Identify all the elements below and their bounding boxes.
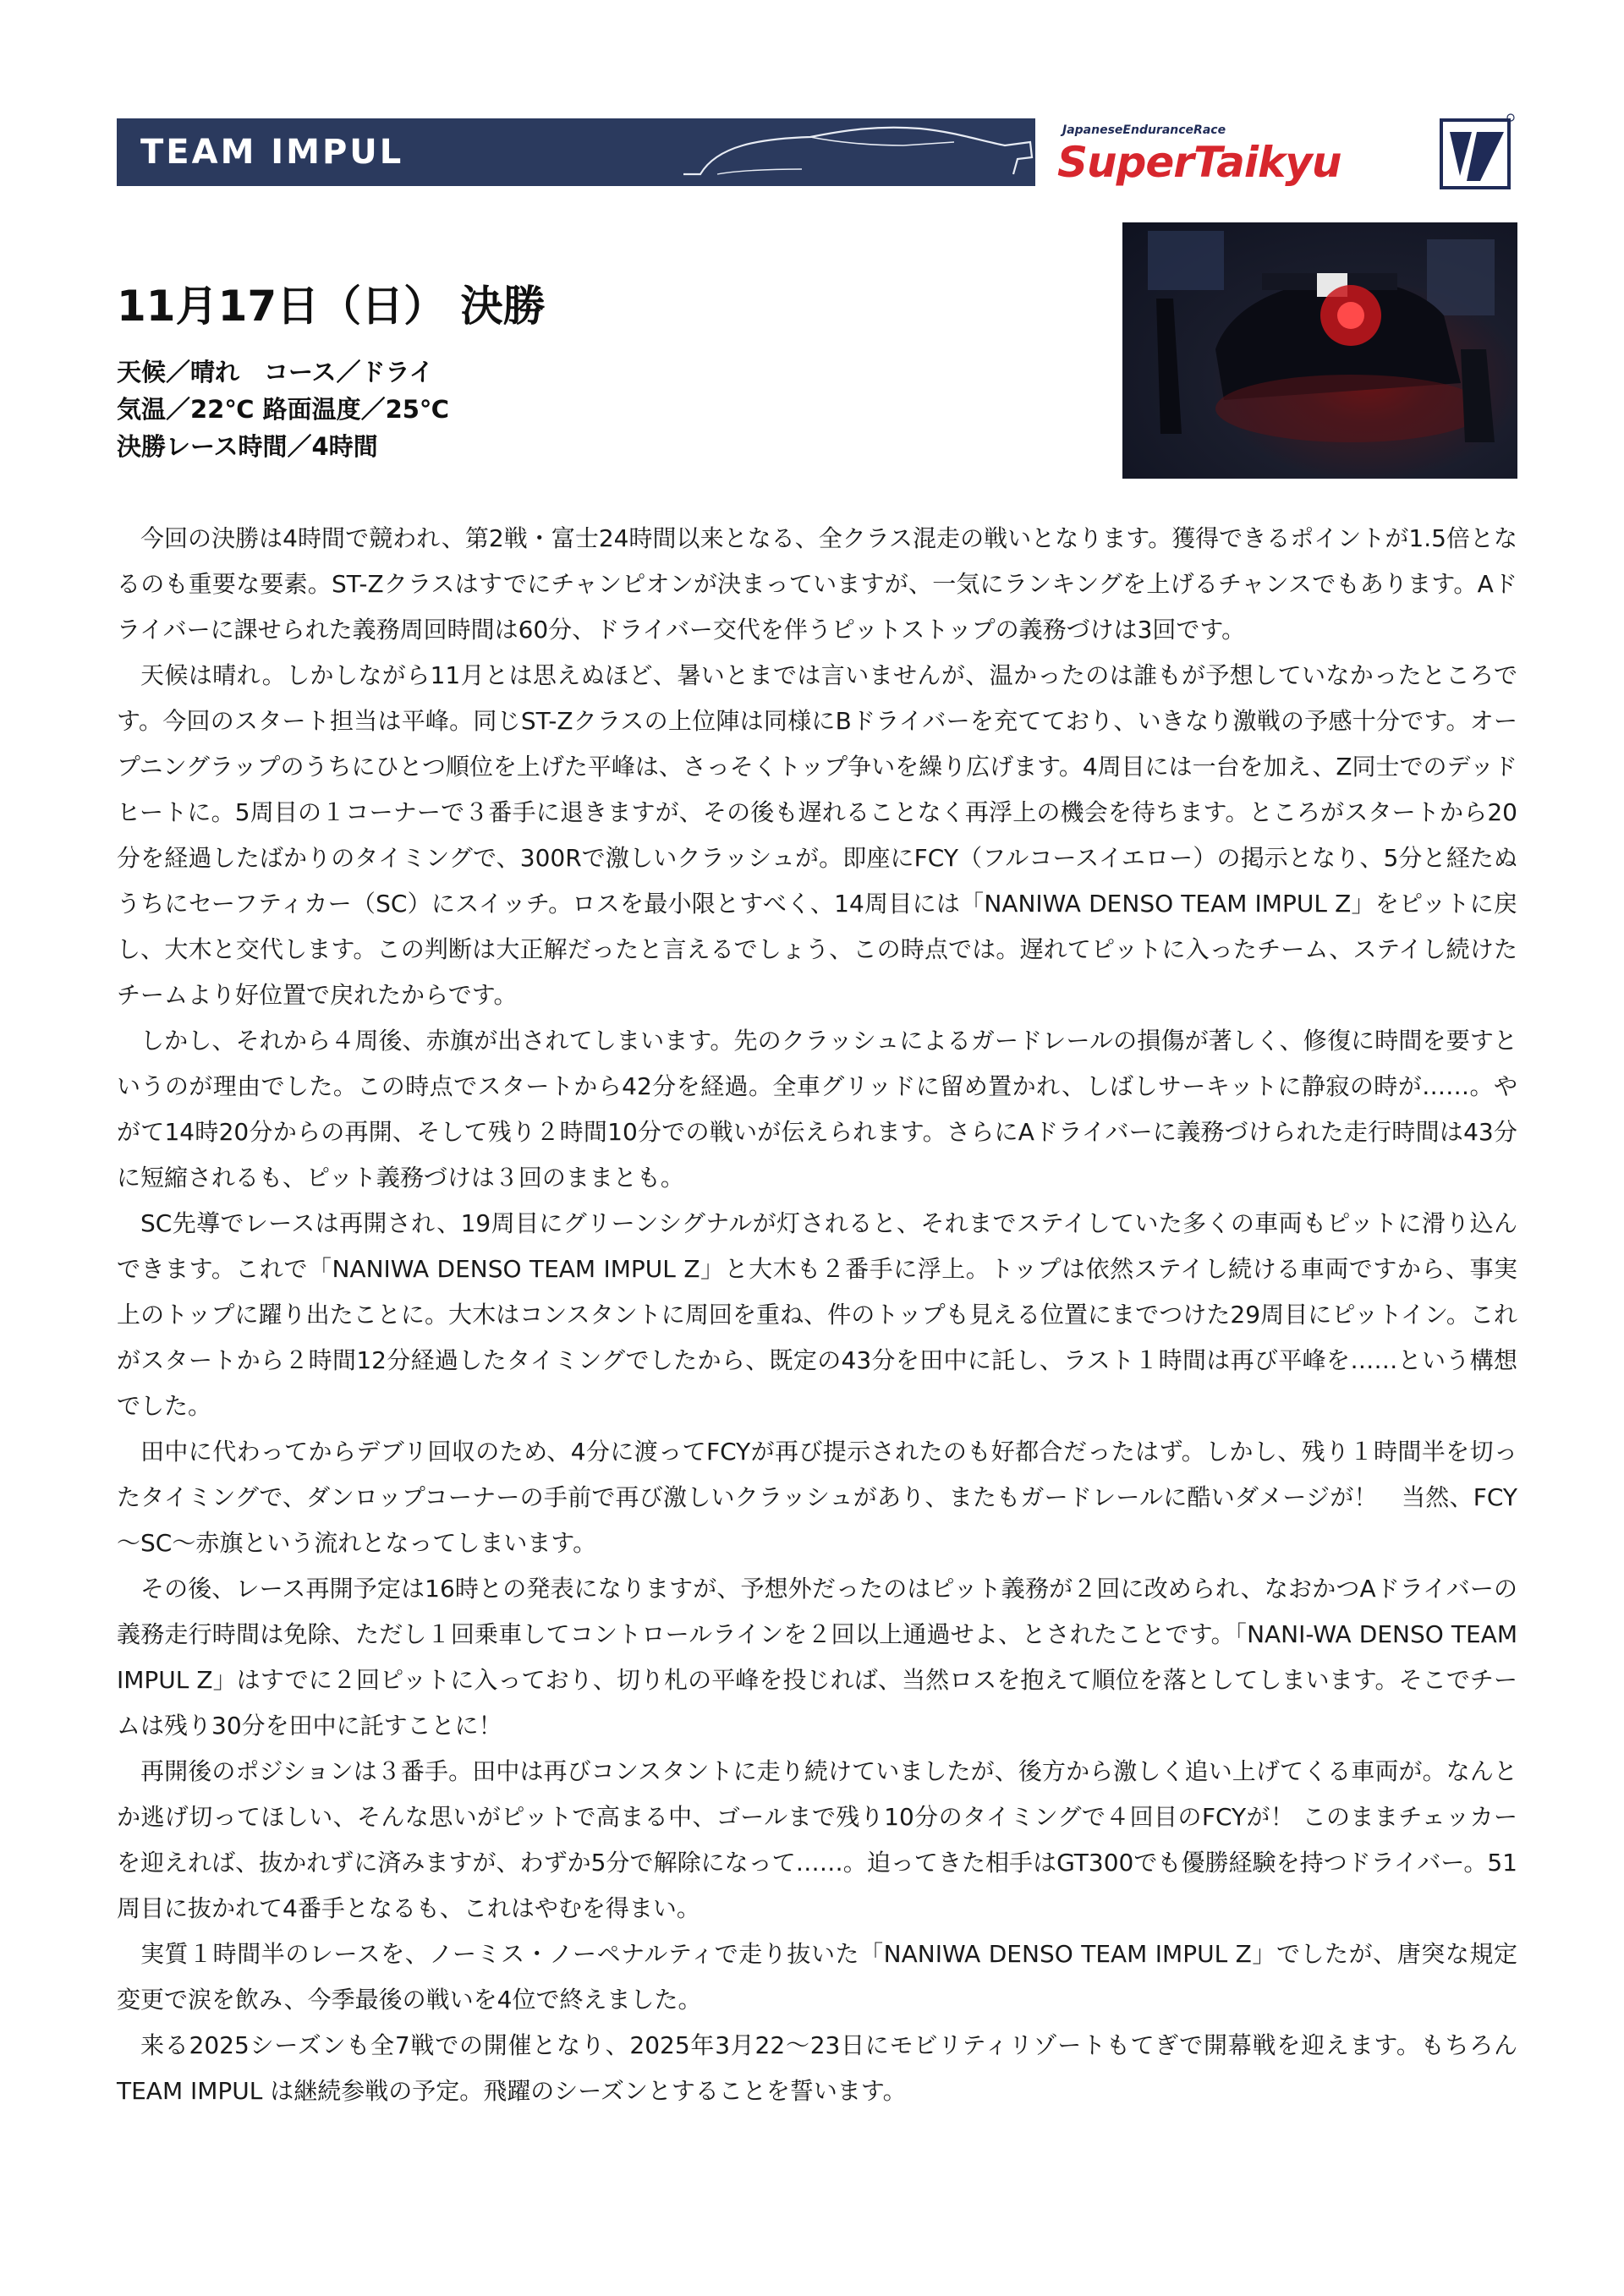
article-body bbox=[117, 516, 1517, 2114]
paragraph: 天候は晴れ。しかしながら11月とは思えぬほど、暑いとまでは言いませんが、温かったのは誰もが予想していなかったところです。今回のスタート担当は平峰。同じST-Zクラスの上位陣は同様にBドライバーを充てており、いきなり激戦の予感十分です。オープニングラップのうちにひとつ順位を上げた平峰は、さっそくトップ争いを繰り広げます。4周目には一台を加え、Z同士でのデッドヒートに。5周目の１コーナーで３番手に退きますが、その後も遅れることなく再浮上の機会を待ちます。ところがスタートから20分を経過したばかりのタイミングで、300Rで激しいクラッシュが。即座にFCY（フルコースイエロー）の掲示となり、5分と経たぬうちにセーフティカー（SC）にスイッチ。ロスを最小限とすべく、14周目には「NANIWA DENSO TEAM IMPUL Z」をピットに戻し、大木と交代します。この判断は大正解だったと言えるでしょう、この時点では。遅れてピットに入ったチーム、ステイし続けたチームより好位置で戻れたからです。 bbox=[117, 661, 1517, 1009]
logo-mark-icon bbox=[1438, 113, 1516, 191]
race-car-photo-illustration bbox=[1122, 222, 1517, 479]
paragraph: 来る2025シーズンも全7戦での開催となり、2025年3月22～23日にモビリティリゾートもてぎで開幕戦を迎えます。もちろんTEAM IMPUL は継続参戦の予定。飛躍のシーズンとすることを誓います。 bbox=[117, 2031, 1517, 2105]
temperature-line: 気温／22℃ 路面温度／25℃ bbox=[117, 395, 450, 424]
header-bar bbox=[117, 118, 1035, 186]
race-car-photo bbox=[1122, 222, 1517, 479]
logo-subtitle: JapaneseEnduranceRace bbox=[1062, 123, 1226, 137]
team-title: TEAM IMPUL bbox=[140, 133, 404, 172]
page-title: 11月17日（日） 決勝 bbox=[117, 282, 546, 331]
paragraph: しかし、それから４周後、赤旗が出されてしまいます。先のクラッシュによるガードレールの損傷が著しく、修復に時間を要すというのが理由でした。この時点でスタートから42分を経過。全車グリッドに留め置かれ、しばしサーキットに静寂の時が……。やがて14時20分からの再開、そして残り２時間10分での戦いが伝えられます。さらにAドライバーに義務づけられた走行時間は43分に短縮されるも、ピット義務づけは３回のままとも。 bbox=[117, 1027, 1517, 1192]
paragraph: 実質１時間半のレースを、ノーミス・ノーペナルティで走り抜いた「NANIWA DENSO TEAM IMPUL Z」でしたが、唐突な規定変更で涙を飲み、今季最後の戦いを4位で終えました。 bbox=[117, 1940, 1517, 2014]
paragraph: 田中に代わってからデブリ回収のため、4分に渡ってFCYが再び提示されたのも好都合だったはず。しかし、残り１時間半を切ったタイミングで、ダンロップコーナーの手前で再び激しいクラッシュがあり、またもガードレールに酷いダメージが！ 当然、FCY～SC～赤旗という流れとなってしまいます。 bbox=[117, 1438, 1517, 1557]
car-silhouette-icon bbox=[667, 120, 1039, 184]
paragraph: 今回の決勝は4時間で競われ、第2戦・富士24時間以来となる、全クラス混走の戦いとなります。獲得できるポイントが1.5倍となるのも重要な要素。ST-Zクラスはすでにチャンピオンが決まっていますが、一気にランキングを上げるチャンスでもあります。Aドライバーに課せられた義務周回時間は60分、ドライバー交代を伴うピットストップの義務づけは3回です。 bbox=[117, 524, 1517, 644]
logo-name: SuperTaikyu bbox=[1057, 138, 1341, 187]
paragraph: その後、レース再開予定は16時との発表になりますが、予想外だったのはピット義務が２回に改められ、なおかつAドライバーの義務走行時間は免除、ただし１回乗車してコントロールラインを２回以上通過せよ、とされたことです。「NANI-WA DENSO TEAM IMPUL Z」はすでに２回ピットに入っており、切り札の平峰を投じれば、当然ロスを抱えて順位を落としてしまいます。そこでチームは残り30分を田中に託すことに！ bbox=[117, 1575, 1517, 1740]
paragraph: SC先導でレースは再開され、19周目にグリーンシグナルが灯されると、それまでステイしていた多くの車両もピットに滑り込んできます。これで「NANIWA DENSO TEAM IMPUL Z」と大木も２番手に浮上。トップは依然ステイし続ける車両ですから、事実上のトップに躍り出たことに。大木はコンスタントに周回を重ね、件のトップも見える位置にまでつけた29周目にピットイン。これがスタートから２時間12分経過したタイミングでしたから、既定の43分を田中に託し、ラスト１時間は再び平峰を……という構想でした。 bbox=[117, 1209, 1517, 1420]
paragraph: 再開後のポジションは３番手。田中は再びコンスタントに走り続けていましたが、後方から激しく追い上げてくる車両が。なんとか逃げ切ってほしい、そんな思いがピットで高まる中、ゴールまで残り10分のタイミングで４回目のFCYが！ このままチェッカーを迎えれば、抜かれずに済みますが、わずか5分で解除になって……。迫ってきた相手はGT300でも優勝経験を持つドライバー。51周目に抜かれて4番手となるも、これはやむを得まい。 bbox=[117, 1757, 1517, 1922]
race-duration-line: 決勝レース時間／4時間 bbox=[117, 432, 378, 461]
race-conditions bbox=[117, 353, 449, 465]
weather-course-line: 天候／晴れ コース／ドライ bbox=[117, 358, 434, 386]
super-taikyu-logo bbox=[1057, 112, 1518, 196]
